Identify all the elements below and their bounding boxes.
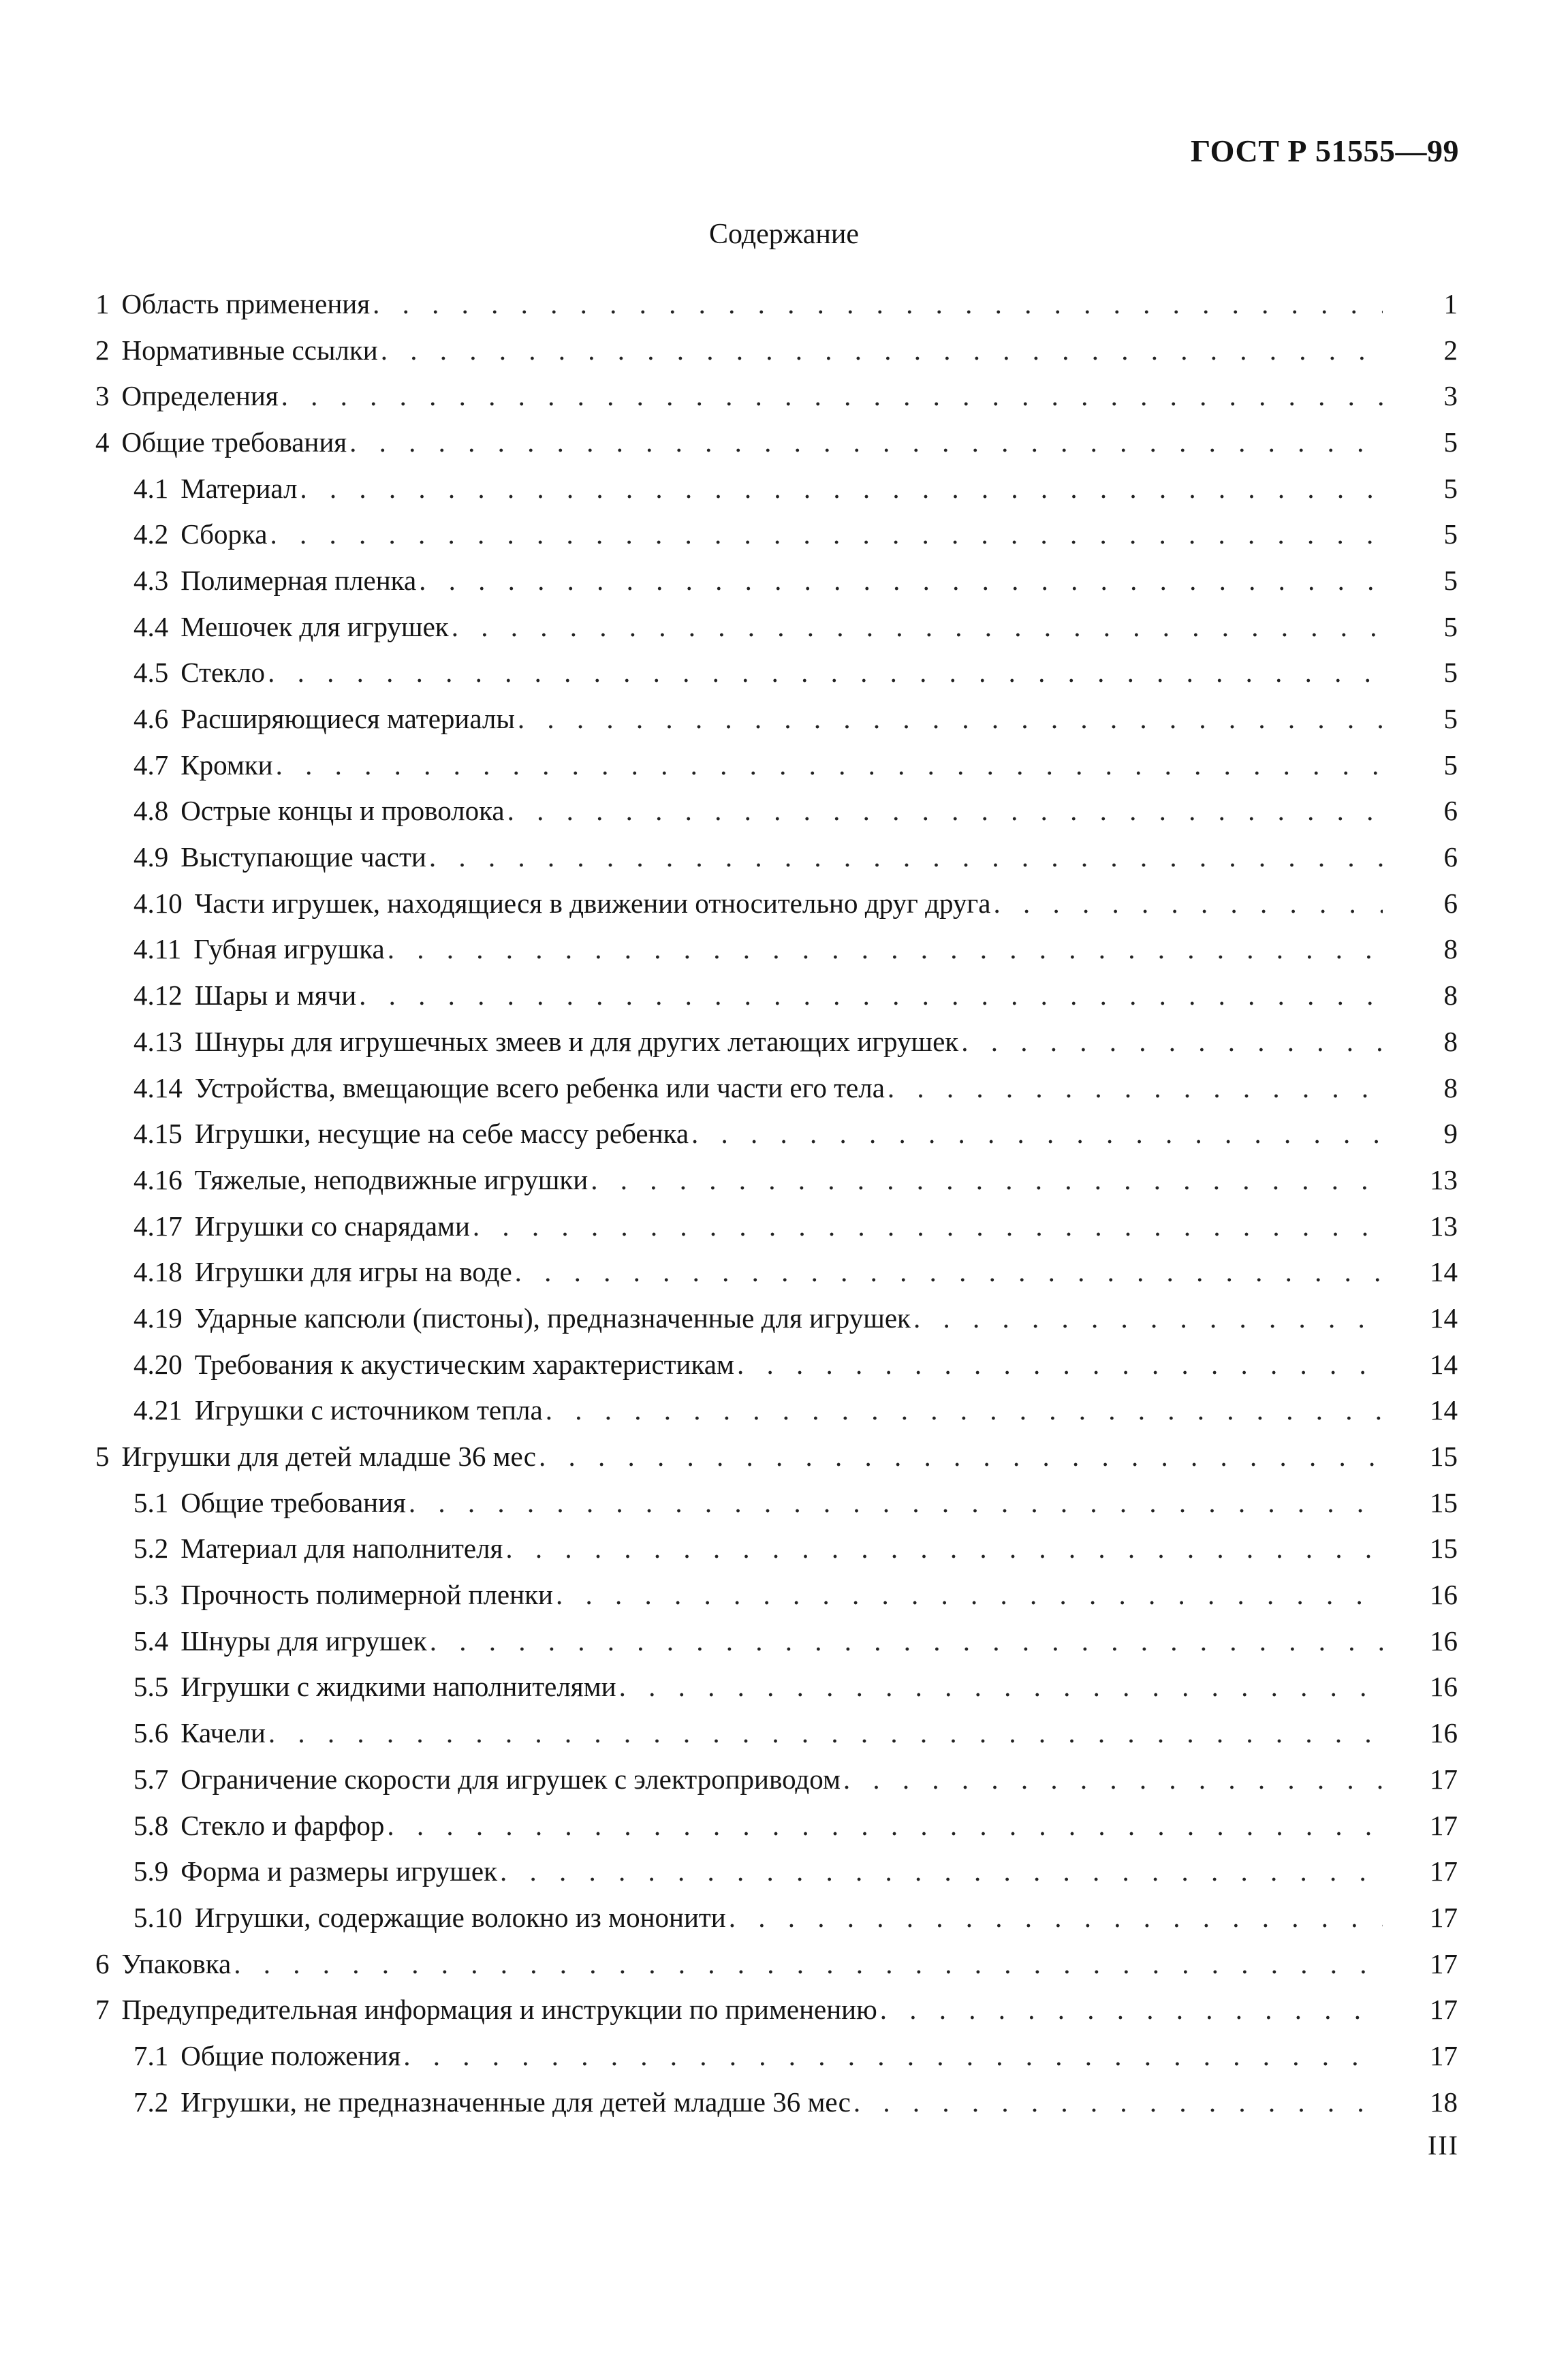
toc-entry [95,926,1458,973]
dot-leader [500,1855,1383,1887]
toc-entry [95,1941,1458,1987]
dot-leader [505,1532,1383,1565]
toc-entry-title: Определения [121,380,279,412]
dot-leader [359,979,1383,1011]
toc-entry-page: 13 [1430,1210,1458,1242]
toc-entry [95,1065,1458,1111]
toc-entry-title: Игрушки с источником тепла [194,1394,543,1426]
toc-entry-page: 17 [1430,1901,1458,1933]
toc-entry-title: Части игрушек, находящиеся в движении относительно друг друга [194,887,991,919]
toc-entry [95,1756,1458,1802]
toc-entry [95,1157,1458,1203]
toc-entry-number: 4.6 [134,703,169,735]
toc-entry [95,972,1458,1018]
toc-entry-number: 4.11 [134,933,182,965]
toc-entry [95,1387,1458,1434]
toc-entry-number: 5.6 [134,1717,169,1749]
toc-entry-number: 5.4 [134,1625,169,1657]
toc-entry [95,327,1458,373]
toc-entry-number: 5.10 [134,1901,183,1933]
toc-entry-number: 4.1 [134,472,169,504]
dot-leader [403,2039,1383,2072]
toc-entry-number: 5.1 [134,1486,169,1518]
toc-entry-page: 13 [1430,1163,1458,1195]
toc-entry-page: 14 [1430,1302,1458,1334]
toc-entry-page: 15 [1430,1533,1458,1565]
toc-entry-page: 18 [1430,2086,1458,2118]
toc-entry-number: 2 [95,334,110,366]
toc-entry-number: 4.17 [134,1210,183,1242]
toc-entry-number: 1 [95,287,110,319]
toc-entry-page: 8 [1443,1025,1458,1057]
toc-entry-number: 4.8 [134,795,169,827]
dot-leader [268,1716,1383,1749]
toc-entry-number: 5.3 [134,1579,169,1611]
document-code: ГОСТ Р 51555—99 [1191,134,1459,168]
toc-entry-title: Игрушки с жидкими наполнителями [181,1671,616,1703]
dot-leader [300,472,1383,505]
toc-entry [95,557,1458,603]
toc-entry-page: 1 [1443,287,1458,319]
toc-entry [95,281,1458,327]
toc-entry-page: 17 [1430,1994,1458,2026]
toc-title: Содержание [708,219,860,250]
toc-entry-page: 6 [1443,887,1458,919]
toc-entry-title: Кромки [181,749,273,781]
dot-leader [993,887,1383,920]
dot-leader [381,334,1383,366]
toc-entry-title: Упаковка [121,1947,232,1979]
toc-entry-title: Игрушки для детей младше 36 мес [121,1441,536,1473]
toc-entry [95,373,1458,419]
toc-entry-number: 4.20 [134,1348,183,1380]
toc-entry [95,1526,1458,1572]
toc-entry-number: 4 [95,426,110,458]
toc-entry-page: 17 [1430,1763,1458,1795]
toc-entry-page: 5 [1443,564,1458,596]
toc-entry [95,1894,1458,1941]
toc-entry-number: 4.4 [134,610,169,642]
toc-entry-number: 4.7 [134,749,169,781]
toc-entry [95,2079,1458,2125]
toc-entry-page: 8 [1443,933,1458,965]
toc-entry-number: 3 [95,380,110,412]
toc-entry-page: 5 [1443,749,1458,781]
dot-leader [349,426,1383,458]
toc-entry-number: 4.2 [134,518,169,550]
toc-entry-title: Губная игрушка [193,933,385,965]
toc-entry-title: Материал [181,472,298,504]
toc-entry [95,880,1458,926]
toc-entry-number: 4.12 [134,979,183,1011]
dot-leader [853,2086,1383,2118]
toc-entry-title: Расширяющиеся материалы [181,703,515,735]
dot-leader [234,1947,1383,1980]
toc-entry [95,742,1458,788]
toc-entry-title: Острые концы и проволока [181,795,505,827]
toc-entry-page: 8 [1443,979,1458,1011]
toc-entry-number: 5 [95,1441,110,1473]
toc-entry-page: 5 [1443,703,1458,735]
toc-entry-page: 17 [1430,1855,1458,1887]
toc-entry [95,1295,1458,1341]
toc-entry-page: 5 [1443,426,1458,458]
toc-entry-title: Форма и размеры игрушек [181,1855,497,1887]
toc-entry-page: 17 [1430,1809,1458,1841]
toc-entry-title: Ударные капсюли (пистоны), предназначенные для игрушек [194,1302,911,1334]
dot-leader [373,287,1383,320]
toc-entry-number: 5.7 [134,1763,169,1795]
toc-entry-page: 5 [1443,610,1458,642]
page-number: III [1428,2130,1459,2161]
dot-leader [619,1670,1383,1703]
toc-entry [95,419,1458,465]
toc-entry [95,1848,1458,1894]
toc-entry-title: Общие требования [121,426,347,458]
toc-entry-title: Выступающие части [181,841,426,873]
dot-leader [539,1440,1383,1473]
table-of-contents [95,281,1458,2125]
toc-entry [95,1018,1458,1065]
toc-entry-number: 5.8 [134,1809,169,1841]
toc-entry-title: Требования к акустическим характеристикам [194,1348,734,1380]
toc-entry [95,1664,1458,1710]
dot-leader [430,1625,1383,1657]
toc-entry-number: 4.10 [134,887,183,919]
dot-leader [961,1025,1383,1058]
toc-entry [95,465,1458,512]
toc-entry-page: 14 [1430,1348,1458,1380]
toc-entry [95,1433,1458,1479]
toc-entry-title: Шнуры для игрушек [181,1625,427,1657]
toc-entry-title: Игрушки, не предназначенные для детей младше 36 мес [181,2086,851,2118]
toc-entry [95,788,1458,834]
toc-entry-number: 7.1 [134,2039,169,2071]
toc-entry-title: Стекло [181,657,266,689]
dot-leader [591,1163,1383,1196]
dot-leader [387,1809,1383,1842]
toc-entry-number: 4.14 [134,1071,183,1103]
toc-entry-number: 7 [95,1994,110,2026]
dot-leader [276,749,1383,781]
toc-entry-title: Мешочек для игрушек [181,610,449,642]
dot-leader [518,702,1383,735]
toc-entry-title: Тяжелые, неподвижные игрушки [194,1163,589,1195]
toc-entry-page: 15 [1430,1441,1458,1473]
toc-entry [95,834,1458,880]
toc-entry-page: 16 [1430,1625,1458,1657]
toc-entry-title: Общие требования [181,1486,406,1518]
toc-entry-number: 4.18 [134,1256,183,1288]
dot-leader [281,379,1383,412]
toc-entry-title: Материал для наполнителя [181,1533,503,1565]
dot-leader [429,841,1383,873]
dot-leader [556,1578,1383,1611]
dot-leader [888,1071,1383,1104]
toc-entry-page: 16 [1430,1717,1458,1749]
toc-entry-page: 14 [1430,1256,1458,1288]
toc-entry [95,1571,1458,1618]
toc-entry-title: Прочность полимерной пленки [181,1579,553,1611]
toc-entry-title: Шары и мячи [194,979,357,1011]
toc-entry-page: 5 [1443,657,1458,689]
dot-leader [388,932,1383,965]
toc-entry-title: Область применения [121,287,371,319]
toc-entry-title: Игрушки, несущие на себе массу ребенка [194,1118,689,1150]
toc-entry-number: 4.15 [134,1118,183,1150]
toc-entry-page: 6 [1443,795,1458,827]
toc-entry-number: 4.13 [134,1025,183,1057]
toc-entry-title: Ограничение скорости для игрушек с электроприводом [181,1763,841,1795]
toc-entry-number: 4.9 [134,841,169,873]
dot-leader [507,794,1383,827]
dot-leader [546,1394,1383,1426]
toc-entry-title: Общие положения [181,2039,401,2071]
toc-entry [95,511,1458,557]
toc-entry-number: 4.21 [134,1394,183,1426]
toc-entry [95,650,1458,696]
toc-entry-number: 4.5 [134,657,169,689]
toc-entry-number: 5.9 [134,1855,169,1887]
toc-entry-page: 14 [1430,1394,1458,1426]
toc-entry-page: 5 [1443,518,1458,550]
toc-entry [95,1110,1458,1157]
toc-entry-title: Стекло и фарфор [181,1809,385,1841]
toc-entry-title: Предупредительная информация и инструкции по применению [121,1994,877,2026]
toc-entry-number: 4.16 [134,1163,183,1195]
toc-entry-number: 5.2 [134,1533,169,1565]
toc-entry-title: Игрушки со снарядами [194,1210,470,1242]
toc-entry-page: 8 [1443,1071,1458,1103]
toc-entry-title: Нормативные ссылки [121,334,378,366]
toc-entry [95,1203,1458,1249]
toc-entry [95,1479,1458,1526]
toc-entry-number: 6 [95,1947,110,1979]
dot-leader [473,1210,1383,1242]
toc-entry-title: Игрушки для игры на воде [194,1256,512,1288]
toc-entry-number: 5.5 [134,1671,169,1703]
dot-leader [268,656,1383,689]
dot-leader [913,1302,1383,1334]
toc-entry [95,2033,1458,2079]
toc-entry-page: 2 [1443,334,1458,366]
toc-entry [95,603,1458,650]
dot-leader [691,1117,1383,1150]
toc-entry-title: Устройства, вмещающие всего ребенка или части его тела [194,1071,885,1103]
toc-entry-page: 6 [1443,841,1458,873]
dot-leader [729,1901,1383,1934]
toc-entry-page: 3 [1443,380,1458,412]
toc-entry-title: Шнуры для игрушечных змеев и для других летающих игрушек [194,1025,959,1057]
toc-entry-number: 4.3 [134,564,169,596]
toc-entry-number: 4.19 [134,1302,183,1334]
toc-entry [95,1341,1458,1387]
toc-entry-title: Сборка [181,518,268,550]
dot-leader [409,1486,1383,1519]
toc-entry-page: 9 [1443,1118,1458,1150]
toc-entry [95,1986,1458,2033]
toc-entry-title: Игрушки, содержащие волокно из мононити [194,1901,726,1933]
toc-entry-number: 7.2 [134,2086,169,2118]
toc-entry-page: 5 [1443,472,1458,504]
toc-entry [95,1710,1458,1756]
dot-leader [843,1763,1383,1795]
toc-entry-title: Качели [181,1717,266,1749]
toc-entry [95,1618,1458,1664]
dot-leader [737,1348,1383,1381]
toc-entry-page: 16 [1430,1671,1458,1703]
toc-entry-page: 17 [1430,1947,1458,1979]
dot-leader [515,1255,1383,1288]
dot-leader [270,518,1383,550]
toc-entry-title: Полимерная пленка [181,564,417,596]
dot-leader [419,564,1383,597]
dot-leader [452,610,1383,643]
dot-leader [880,1993,1383,2026]
toc-entry [95,1249,1458,1295]
toc-entry [95,695,1458,742]
toc-entry-page: 17 [1430,2039,1458,2071]
toc-entry [95,1802,1458,1849]
toc-entry-page: 15 [1430,1486,1458,1518]
toc-entry-page: 16 [1430,1579,1458,1611]
